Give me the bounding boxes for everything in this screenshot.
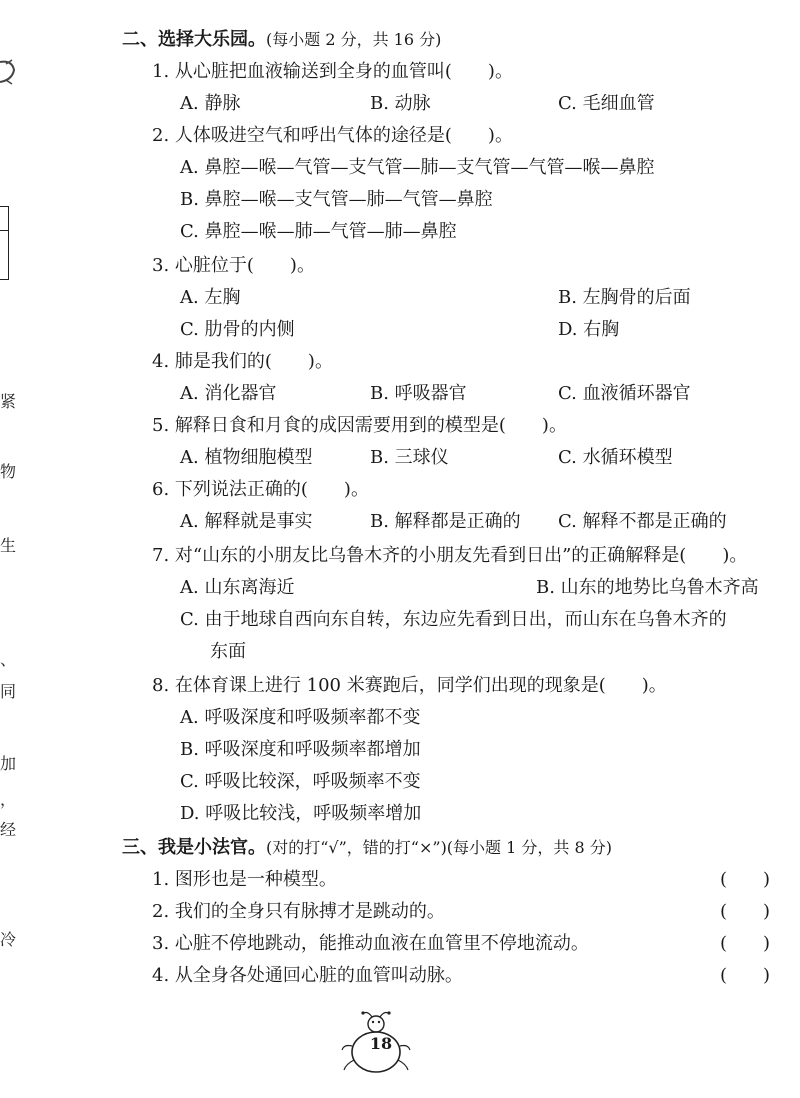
q3-option-a[interactable]: A. 左胸: [180, 287, 241, 308]
judge-item-1-blank[interactable]: ( ): [720, 869, 771, 890]
q5-option-a[interactable]: A. 植物细胞模型: [180, 447, 313, 468]
section3-note: (对的打“√”，错的打“×”)(每小题 1 分，共 8 分): [266, 838, 612, 857]
q1-option-a[interactable]: A. 静脉: [180, 93, 241, 114]
edge-table-fragment: [0, 230, 9, 231]
section2-note: (每小题 2 分，共 16 分): [266, 30, 442, 49]
q1-option-c[interactable]: C. 毛细血管: [558, 93, 655, 114]
q8-option-c[interactable]: C. 呼吸比较深，呼吸频率不变: [180, 771, 421, 792]
edge-char: 冷: [0, 930, 17, 949]
edge-char: 物: [0, 462, 17, 481]
q6-option-b[interactable]: B. 解释都是正确的: [370, 511, 521, 532]
q1-option-b[interactable]: B. 动脉: [370, 93, 431, 114]
q8-option-a[interactable]: A. 呼吸深度和呼吸频率都不变: [180, 707, 421, 728]
judge-item-2-blank[interactable]: ( ): [720, 901, 771, 922]
edge-char: 、: [0, 650, 17, 669]
judge-item-3-blank[interactable]: ( ): [720, 933, 771, 954]
judge-item-1: 1. 图形也是一种模型。: [152, 869, 337, 890]
judge-item-4: 4. 从全身各处通回心脏的血管叫动脉。: [152, 965, 463, 986]
section3-heading: [122, 836, 612, 860]
q7-option-c-continuation: 东面: [210, 641, 246, 662]
section3-title: 三、我是小法官。: [122, 837, 266, 858]
question-6-stem: 6. 下列说法正确的( )。: [152, 479, 369, 500]
q5-option-b[interactable]: B. 三球仪: [370, 447, 449, 468]
q6-option-c[interactable]: C. 解释不都是正确的: [558, 511, 727, 532]
section2-heading: [122, 28, 441, 52]
decorative-ornament-icon: [0, 58, 16, 86]
edge-char: 生: [0, 536, 17, 555]
question-4-stem: 4. 肺是我们的( )。: [152, 351, 333, 372]
q3-option-b[interactable]: B. 左胸骨的后面: [558, 287, 691, 308]
q3-option-c[interactable]: C. 肋骨的内侧: [180, 319, 295, 340]
question-5-stem: 5. 解释日食和月食的成因需要用到的模型是( )。: [152, 415, 567, 436]
q2-option-c[interactable]: C. 鼻腔—喉—肺—气管—肺—鼻腔: [180, 221, 457, 242]
judge-item-2: 2. 我们的全身只有脉搏才是跳动的。: [152, 901, 445, 922]
edge-char: ，: [0, 790, 17, 809]
edge-char: 经: [0, 820, 17, 839]
q4-option-a[interactable]: A. 消化器官: [180, 383, 277, 404]
edge-char: 紧: [0, 392, 17, 411]
question-8-stem: 8. 在体育课上进行 100 米赛跑后，同学们出现的现象是( )。: [152, 675, 667, 696]
q6-option-a[interactable]: A. 解释就是事实: [180, 511, 313, 532]
section2-title: 二、选择大乐园。: [122, 29, 266, 50]
question-1-stem: 1. 从心脏把血液输送到全身的血管叫( )。: [152, 61, 513, 82]
q3-option-d[interactable]: D. 右胸: [558, 319, 620, 340]
q5-option-c[interactable]: C. 水循环模型: [558, 447, 673, 468]
q7-option-a[interactable]: A. 山东离海近: [180, 577, 295, 598]
page-number: 18: [369, 1034, 393, 1053]
q2-option-a[interactable]: A. 鼻腔—喉—气管—支气管—肺—支气管—气管—喉—鼻腔: [180, 157, 655, 178]
q4-option-b[interactable]: B. 呼吸器官: [370, 383, 467, 404]
edge-char: 加: [0, 754, 17, 773]
q8-option-b[interactable]: B. 呼吸深度和呼吸频率都增加: [180, 739, 421, 760]
q7-option-c[interactable]: C. 由于地球自西向东自转，东边应先看到日出，而山东在乌鲁木齐的: [180, 609, 727, 630]
edge-char: 同: [0, 682, 17, 701]
q2-option-b[interactable]: B. 鼻腔—喉—支气管—肺—气管—鼻腔: [180, 189, 493, 210]
q8-option-d[interactable]: D. 呼吸比较浅，呼吸频率增加: [180, 803, 422, 824]
q4-option-c[interactable]: C. 血液循环器官: [558, 383, 691, 404]
q7-option-b[interactable]: B. 山东的地势比乌鲁木齐高: [536, 577, 759, 598]
question-7-stem: 7. 对“山东的小朋友比乌鲁木齐的小朋友先看到日出”的正确解释是( )。: [152, 545, 748, 566]
judge-item-4-blank[interactable]: ( ): [720, 965, 771, 986]
judge-item-3: 3. 心脏不停地跳动，能推动血液在血管里不停地流动。: [152, 933, 589, 954]
edge-table-fragment: [0, 206, 9, 280]
question-3-stem: 3. 心脏位于( )。: [152, 255, 315, 276]
question-2-stem: 2. 人体吸进空气和呼出气体的途径是( )。: [152, 125, 513, 146]
